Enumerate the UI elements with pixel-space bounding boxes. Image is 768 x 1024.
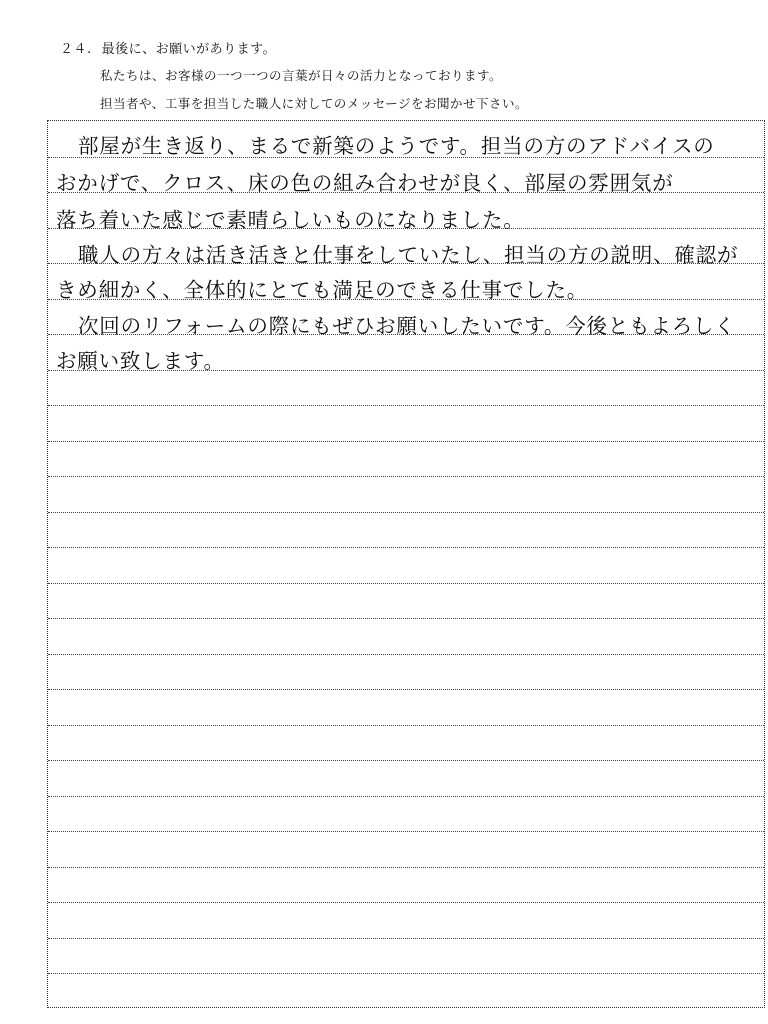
ruled-line	[48, 867, 764, 868]
ruled-line	[48, 796, 764, 797]
ruled-line	[48, 583, 764, 584]
answer-box	[47, 120, 765, 1008]
question-title-line	[60, 38, 276, 57]
question-number: ２４.	[60, 42, 92, 57]
answer-line-7: お願い致します。	[56, 349, 225, 373]
question-title: 最後に、お願いがあります。	[101, 42, 277, 57]
answer-line-6: 次回のリフォームの際にもぜひお願いしたいです。今後ともよろしく	[78, 314, 736, 338]
answer-line-3: 落ち着いた感じで素晴らしいものになりました。	[56, 208, 525, 232]
ruled-line	[48, 689, 764, 690]
answer-line-2: おかげで、クロス、床の色の組み合わせが良く、部屋の雰囲気が	[56, 171, 674, 195]
ruled-line	[48, 512, 764, 513]
answer-line-4: 職人の方々は活き活きと仕事をしていたし、担当の方の説明、確認が	[78, 243, 739, 267]
ruled-line	[48, 938, 764, 939]
answer-line-1: 部屋が生き返り、まるで新築のようです。担当の方のアドバイスの	[78, 134, 715, 158]
ruled-line	[48, 902, 764, 903]
ruled-line	[48, 441, 764, 442]
ruled-line	[48, 654, 764, 655]
ruled-line	[48, 831, 764, 832]
ruled-line	[48, 973, 764, 974]
ruled-line	[48, 760, 764, 761]
question-description-2: 担当者や、工事を担当した職人に対してのメッセージをお聞かせ下さい。	[100, 96, 529, 111]
ruled-line	[48, 547, 764, 548]
answer-line-5: きめ細かく、全体的にとても満足のできる仕事でした。	[56, 278, 589, 302]
question-description-1: 私たちは、お客様の一つ一つの言葉が日々の活力となっております。	[100, 68, 503, 83]
ruled-line	[48, 725, 764, 726]
ruled-line	[48, 405, 764, 406]
ruled-line	[48, 476, 764, 477]
ruled-line	[48, 618, 764, 619]
